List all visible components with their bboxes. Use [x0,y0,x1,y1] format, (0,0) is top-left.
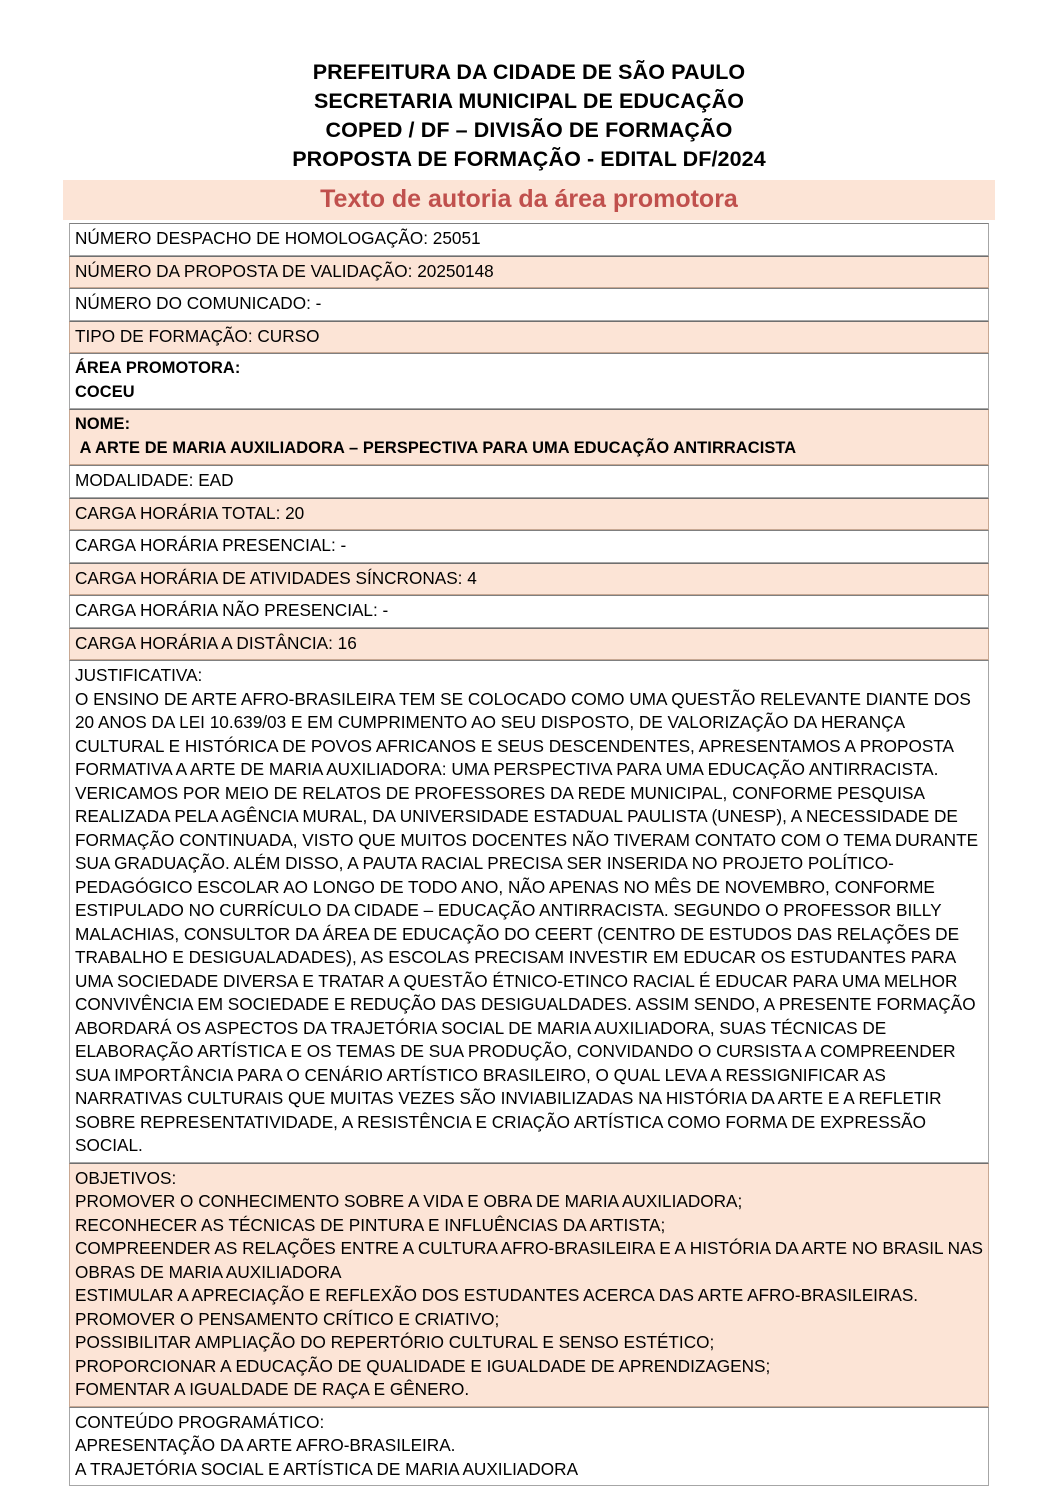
table-row-proposta-validacao [69,256,989,289]
table-row-objetivos [69,1163,989,1407]
table-row-ch-nao-presencial [69,595,989,628]
author-banner-text: Texto de autoria da área promotora [320,185,738,213]
cell-comunicado: NÚMERO DO COMUNICADO: - [69,288,989,321]
area-promotora-value: COCEU [75,382,135,401]
cell-ch-presencial: CARGA HORÁRIA PRESENCIAL: - [69,530,989,563]
objetivos-item: RECONHECER AS TÉCNICAS DE PINTURA E INFLUÊNCIAS DA ARTISTA; [75,1214,666,1235]
table-row-ch-presencial [69,530,989,563]
table-row-area-promotora [69,353,989,409]
table-row-ch-distancia [69,628,989,661]
table-row-conteudo-programatico [69,1407,989,1487]
objetivos-label: OBJETIVOS: [75,1167,177,1188]
document-header [0,0,1058,174]
objetivos-item: PROPORCIONAR A EDUCAÇÃO DE QUALIDADE E IGUALDADE DE APRENDIZAGENS; [75,1355,771,1376]
objetivos-item: FOMENTAR A IGUALDADE DE RAÇA E GÊNERO. [75,1379,470,1399]
cell-tipo-formacao: TIPO DE FORMAÇÃO: CURSO [69,321,989,354]
cell-ch-distancia: CARGA HORÁRIA A DISTÂNCIA: 16 [69,628,989,661]
table-row-ch-sincronas [69,563,989,596]
table-row-comunicado [69,288,989,321]
table-row-justificativa [69,660,989,1163]
cell-despacho: NÚMERO DESPACHO DE HOMOLOGAÇÃO: 25051 [69,223,989,256]
cell-nome [69,409,989,465]
nome-label: NOME: [75,415,131,433]
nome-value: A ARTE DE MARIA AUXILIADORA – PERSPECTIVA PARA UMA EDUCAÇÃO ANTIRRACISTA [75,438,797,457]
objetivos-item: PROMOVER O CONHECIMENTO SOBRE A VIDA E OBRA DE MARIA AUXILIADORA; [75,1191,743,1211]
table-row-modalidade [69,465,989,498]
table-row-despacho [69,223,989,256]
header-line-2: SECRETARIA MUNICIPAL DE EDUCAÇÃO [313,89,745,113]
cell-justificativa [69,660,989,1163]
objetivos-item: COMPREENDER AS RELAÇÕES ENTRE A CULTURA AFRO-BRASILEIRA E A HISTÓRIA DA ARTE NO BRASIL NAS OBRAS DE MARIA AUXILIADORA [75,1238,984,1282]
cell-proposta-validacao: NÚMERO DA PROPOSTA DE VALIDAÇÃO: 20250148 [69,256,989,289]
header-line-4: PROPOSTA DE FORMAÇÃO - EDITAL DF/2024 [292,147,766,171]
objetivos-item: POSSIBILITAR AMPLIAÇÃO DO REPERTÓRIO CULTURAL E SENSO ESTÉTICO; [75,1332,715,1352]
cell-ch-total: CARGA HORÁRIA TOTAL: 20 [69,498,989,531]
area-promotora-label: ÁREA PROMOTORA: [75,359,241,377]
justificativa-body: O ENSINO DE ARTE AFRO-BRASILEIRA TEM SE COLOCADO COMO UMA QUESTÃO RELEVANTE DIANTE DOS 20 ANOS DA LEI 10.639/03 E EM CUMPRIMENTO AO SEU DISPOSTO, DE VALORIZAÇÃO DA HERANÇA CULTURAL E HISTÓRICA DE POVOS AFRICANOS E SEUS DESCENDENTES, APRESENTAMOS A PROPOSTA FORMATIVA A ARTE DE MARIA AUXILIADORA: UMA PERSPECTIVA PARA UMA EDUCAÇÃO ANTIRRACISTA. VERICAMOS POR MEIO DE RELATOS DE PROFESSORES DA REDE MUNICIPAL, CONFORME PESQUISA REALIZADA PELA AGÊNCIA MURAL, DA UNIVERSIDADE ESTADUAL PAULISTA (UNESP), A NECESSIDADE DE FORMAÇÃO CONTINUADA, VISTO QUE MUITOS DOCENTES NÃO TIVERAM CONTATO COM O TEMA DURANTE SUA GRADUAÇÃO. ALÉM DISSO, A PAUTA RACIAL PRECISA SER INSERIDA NO PROJETO POLÍTICO-PEDAGÓGICO ESCOLAR AO LONGO DE TODO ANO, NÃO APENAS NO MÊS DE NOVEMBRO, CONFORME ESTIPULADO NO CURRÍCULO DA CIDADE – EDUCAÇÃO ANTIRRACISTA. SEGUNDO O PROFESSOR BILLY MALACHIAS, CONSULTOR DA ÁREA DE EDUCAÇÃO DO CEERT (CENTRO DE ESTUDOS DAS RELAÇÕES DE TRABALHO E DESIGUALADADES), AS ESCOLAS PRECISAM INVESTIR EM EDUCAR OS ESTUDANTES PARA UMA SOCIEDADE DIVERSA E TRATAR A QUESTÃO ÉTNICO-ETINCO RACIAL É EDUCAR PARA UMA MELHOR CONVIVÊNCIA EM SOCIEDADE E REDUÇÃO DAS DESIGUALDADES. ASSIM SENDO, A PRESENTE FORMAÇÃO ABORDARÁ OS ASPECTOS DA TRAJETÓRIA SOCIAL DE MARIA AUXILIADORA, SUAS TÉCNICAS DE ELABORAÇÃO ARTÍSTICA E OS TEMAS DE SUA PRODUÇÃO, CONVIDANDO O CURSISTA A COMPREENDER SUA IMPORTÂNCIA PARA O CENÁRIO ARTÍSTICO BRASILEIRO, O QUAL LEVA A RESSIGNIFICAR AS NARRATIVAS CULTURAIS QUE MUITAS VEZES SÃO INVIABILIZADAS NA HISTÓRIA DA ARTE E A REFLETIR SOBRE REPRESENTATIVIDADE, A RESISTÊNCIA E CRIAÇÃO ARTÍSTICA COMO FORMA DE EXPRESSÃO SOCIAL. [75,688,979,1155]
header-line-3: COPED / DF – DIVISÃO DE FORMAÇÃO [325,118,733,142]
cell-modalidade: MODALIDADE: EAD [69,465,989,498]
conteudo-item: A TRAJETÓRIA SOCIAL E ARTÍSTICA DE MARIA AUXILIADORA [75,1458,579,1479]
cell-ch-nao-presencial: CARGA HORÁRIA NÃO PRESENCIAL: - [69,595,989,628]
cell-area-promotora [69,353,989,409]
table-row-ch-total [69,498,989,531]
table-row-nome [69,409,989,465]
conteudo-label: CONTEÚDO PROGRAMÁTICO: [75,1411,325,1432]
cell-conteudo-programatico [69,1407,989,1487]
table-row-tipo-formacao [69,321,989,354]
cell-ch-sincronas: CARGA HORÁRIA DE ATIVIDADES SÍNCRONAS: 4 [69,563,989,596]
objetivos-item: ESTIMULAR A APRECIAÇÃO E REFLEXÃO DOS ESTUDANTES ACERCA DAS ARTE AFRO-BRASILEIRAS. [75,1285,919,1305]
proposal-table [69,223,989,1486]
conteudo-item: APRESENTAÇÃO DA ARTE AFRO-BRASILEIRA. [75,1435,456,1455]
justificativa-label: JUSTIFICATIVA: [75,665,203,685]
cell-objetivos [69,1163,989,1407]
author-banner [63,180,995,220]
objetivos-item: PROMOVER O PENSAMENTO CRÍTICO E CRIATIVO; [75,1308,500,1329]
header-line-1: PREFEITURA DA CIDADE DE SÃO PAULO [312,60,746,84]
